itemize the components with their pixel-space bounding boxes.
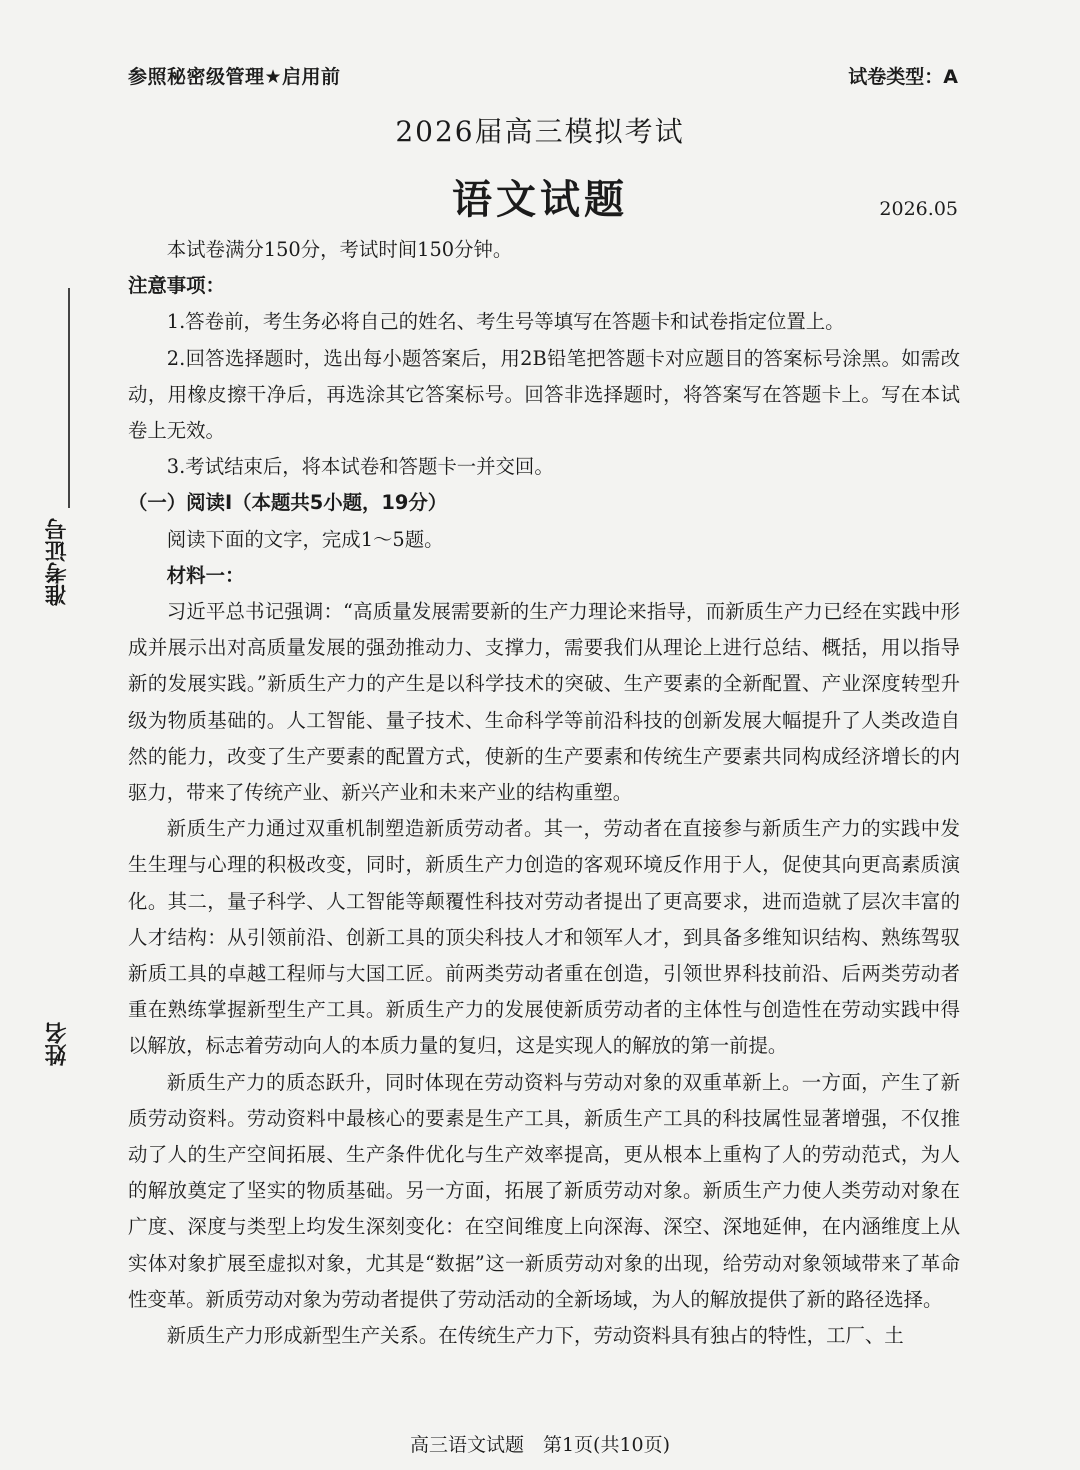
exam-id-label: 准考证号 — [45, 518, 70, 606]
exam-id-fill-line — [68, 288, 70, 508]
paragraph: 新质生产力形成新型生产关系。在传统生产力下，劳动资料具有独占的特性，工厂、土 — [166, 1324, 904, 1348]
paragraph: 新质生产力的质态跃升，同时体现在劳动资料与劳动对象的双重革新上。一方面，产生了新质劳动资料。劳动资料中最核心的要素是生产工具，新质生产工具的科技属性显著增强，不仅推动了人的生产空间拓展、生产条件优化与生产效率提高，更从根本上重构了人的劳动范式，为人的解放奠定了坚实的物质基础。另一方面，拓展了新质劳动对象。新质生产力使人类劳动对象在广度、深度与类型上均发生深刻变化：在空间维度上向深海、深空、深地延伸，在内涵维度上从实体对象扩展至虚拟对象，尤其是“数据”这一新质劳动对象的出现，给劳动对象领域带来了革命性变革。新质劳动对象为劳动者提供了劳动活动的全新场域，为人的解放提供了新的路径选择。 — [128, 1070, 960, 1311]
confidential-label: 参照秘密级管理★启用前 — [128, 66, 341, 88]
exam-body — [128, 232, 960, 1354]
note-item-3: 3.考试结束后，将本试卷和答题卡一并交回。 — [166, 455, 554, 479]
note-item-2: 2.回答选择题时，选出每小题答案后，用2B铅笔把答题卡对应题目的答案标号涂黑。如需改动，用橡皮擦干净后，再选涂其它答案标号。回答非选择题时，将答案写在答题卡上。写在本试卷上无效。 — [128, 346, 960, 443]
notes-title: 注意事项： — [128, 274, 225, 298]
section-heading: （一）阅读Ⅰ（本题共5小题，19分） — [128, 491, 448, 515]
name-label: 姓名 — [45, 1022, 70, 1066]
exam-date: 2026.05 — [879, 198, 958, 220]
subject-title: 语文试题 — [452, 177, 628, 223]
exam-name: 2026届高三模拟考试 — [395, 115, 685, 148]
paper-type-label: 试卷类型：A — [848, 66, 958, 88]
note-item-1: 1.答卷前，考生务必将自己的姓名、考生号等填写在答题卡和试卷指定位置上。 — [166, 310, 845, 334]
page-footer: 高三语文试题 第1页(共10页) — [409, 1434, 671, 1456]
intro-text: 本试卷满分150分，考试时间150分钟。 — [166, 238, 513, 261]
material-label: 材料一： — [166, 563, 245, 587]
section-instruction: 阅读下面的文字，完成1～5题。 — [166, 527, 444, 551]
paragraph: 新质生产力通过双重机制塑造新质劳动者。其一，劳动者在直接参与新质生产力的实践中发生生理与心理的积极改变，同时，新质生产力创造的客观环境反作用于人，促使其向更高素质演化。其二，量子科学、人工智能等颠覆性科技对劳动者提出了更高要求，进而造就了层次丰富的人才结构：从引领前沿、创新工具的顶尖科技人才和领军人才，到具备多维知识结构、熟练驾驭新质工具的卓越工程师与大国工匠。前两类劳动者重在创造，引领世界科技前沿、后两类劳动者重在熟练掌握新型生产工具。新质生产力的发展使新质劳动者的主体性与创造性在劳动实践中得以解放，标志着劳动向人的本质力量的复归，这是实现人的解放的第一前提。 — [128, 817, 960, 1058]
paragraph: 习近平总书记强调：“高质量发展需要新的生产力理论来指导，而新质生产力已经在实践中形成并展示出对高质量发展的强劲推动力、支撑力，需要我们从理论上进行总结、概括，用以指导新的发展实践。”新质生产力的产生是以科学技术的突破、生产要素的全新配置、产业深度转型升级为物质基础的。人工智能、量子技术、生命科学等前沿科技的创新发展大幅提升了人类改造自然的能力，改变了生产要素的配置方式，使新的生产要素和传统生产要素共同构成经济增长的内驱力，带来了传统产业、新兴产业和未来产业的结构重塑。 — [128, 600, 960, 805]
